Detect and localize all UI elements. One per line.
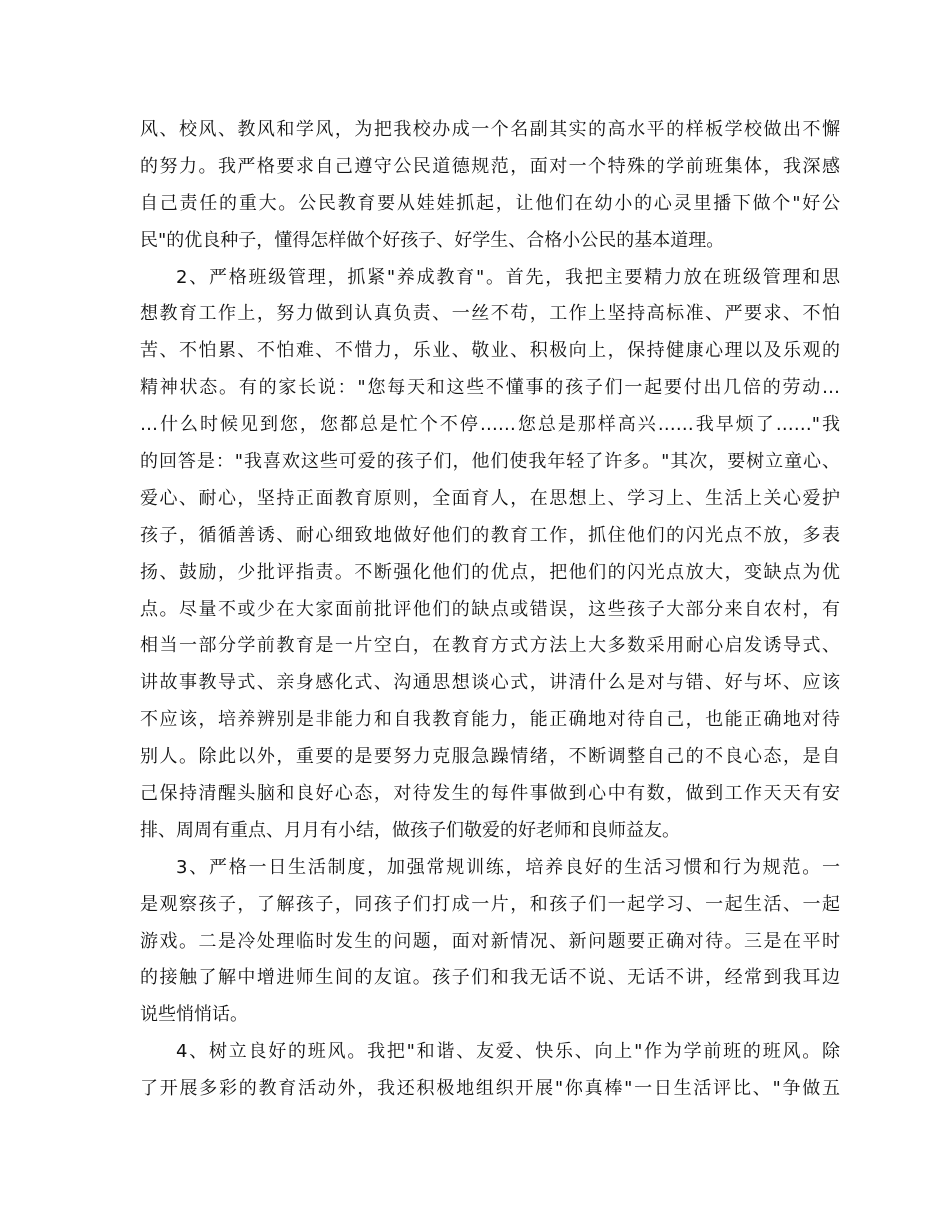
text-line: 风、校风、教风和学风，为把我校办成一个名副其实的高水平的样板学校做出不懈	[140, 119, 840, 140]
text-line: 4、树立良好的班风。我把"和谐、友爱、快乐、向上"作为学前班的班风。除	[176, 1041, 840, 1063]
text-line: 苦、不怕累、不怕难、不惜力，乐业、敬业、积极向上，保持健康心理以及乐观的	[140, 340, 840, 362]
text-line: 了开展多彩的教育活动外，我还积极地组织开展"你真棒"一日生活评比、"争做五	[140, 1078, 840, 1100]
text-line: 的接触了解中增进师生间的友谊。孩子们和我无话不说、无话不讲，经常到我耳边	[140, 967, 840, 989]
text-line: 精神状态。有的家长说："您每天和这些不懂事的孩子们一起要付出几倍的劳动…	[140, 377, 840, 399]
text-line: 的回答是："我喜欢这些可爱的孩子们，他们使我年轻了许多。"其次，要树立童心、	[140, 451, 840, 473]
text-line: 说些悄悄话。	[140, 1004, 248, 1026]
text-line: 排、周周有重点、月月有小结，做孩子们敬爱的好老师和良师益友。	[140, 819, 680, 841]
text-line: 别人。除此以外，重要的是要努力克服急躁情绪，不断调整自己的不良心态，是自	[140, 746, 840, 768]
text-line: …什么时候见到您，您都总是忙个不停……您总是那样高兴……我早烦了……"我	[140, 414, 840, 436]
text-line: 相当一部分学前教育是一片空白，在教育方式方法上大多数采用耐心启发诱导式、	[140, 635, 840, 657]
text-line: 点。尽量不或少在大家面前批评他们的缺点或错误，这些孩子大部分来自农村，有	[140, 598, 840, 620]
document-body	[140, 112, 840, 1108]
text-line: 是观察孩子，了解孩子，同孩子们打成一片，和孩子们一起学习、一起生活、一起	[140, 893, 840, 915]
text-line: 民"的优良种子，懂得怎样做个好孩子、好学生、合格小公民的基本道理。	[140, 229, 725, 251]
text-line: 讲故事教导式、亲身感化式、沟通思想谈心式，讲清什么是对与错、好与坏、应该	[140, 672, 840, 694]
text-line: 己保持清醒头脑和良好心态，对待发生的每件事做到心中有数，做到工作天天有安	[140, 783, 840, 805]
text-line: 想教育工作上，努力做到认真负责、一丝不苟，工作上坚持高标准、严要求、不怕	[140, 303, 840, 325]
text-line: 2、严格班级管理，抓紧"养成教育"。首先，我把主要精力放在班级管理和思	[176, 266, 840, 288]
text-line: 3、严格一日生活制度，加强常规训练，培养良好的生活习惯和行为规范。一	[176, 856, 840, 878]
text-line: 孩子，循循善诱、耐心细致地做好他们的教育工作，抓住他们的闪光点不放，多表	[140, 524, 840, 546]
text-line: 爱心、耐心，坚持正面教育原则，全面育人，在思想上、学习上、生活上关心爱护	[140, 487, 840, 509]
text-line: 的努力。我严格要求自己遵守公民道德规范，面对一个特殊的学前班集体，我深感	[140, 155, 840, 177]
text-line: 自己责任的重大。公民教育要从娃娃抓起，让他们在幼小的心灵里播下做个"好公	[140, 192, 840, 214]
text-line: 游戏。二是冷处理临时发生的问题，面对新情况、新问题要正确对待。三是在平时	[140, 930, 840, 952]
text-line: 扬、鼓励，少批评指责。不断强化他们的优点，把他们的闪光点放大，变缺点为优	[140, 561, 840, 583]
text-line: 不应该，培养辨别是非能力和自我教育能力，能正确地对待自己，也能正确地对待	[140, 709, 840, 731]
